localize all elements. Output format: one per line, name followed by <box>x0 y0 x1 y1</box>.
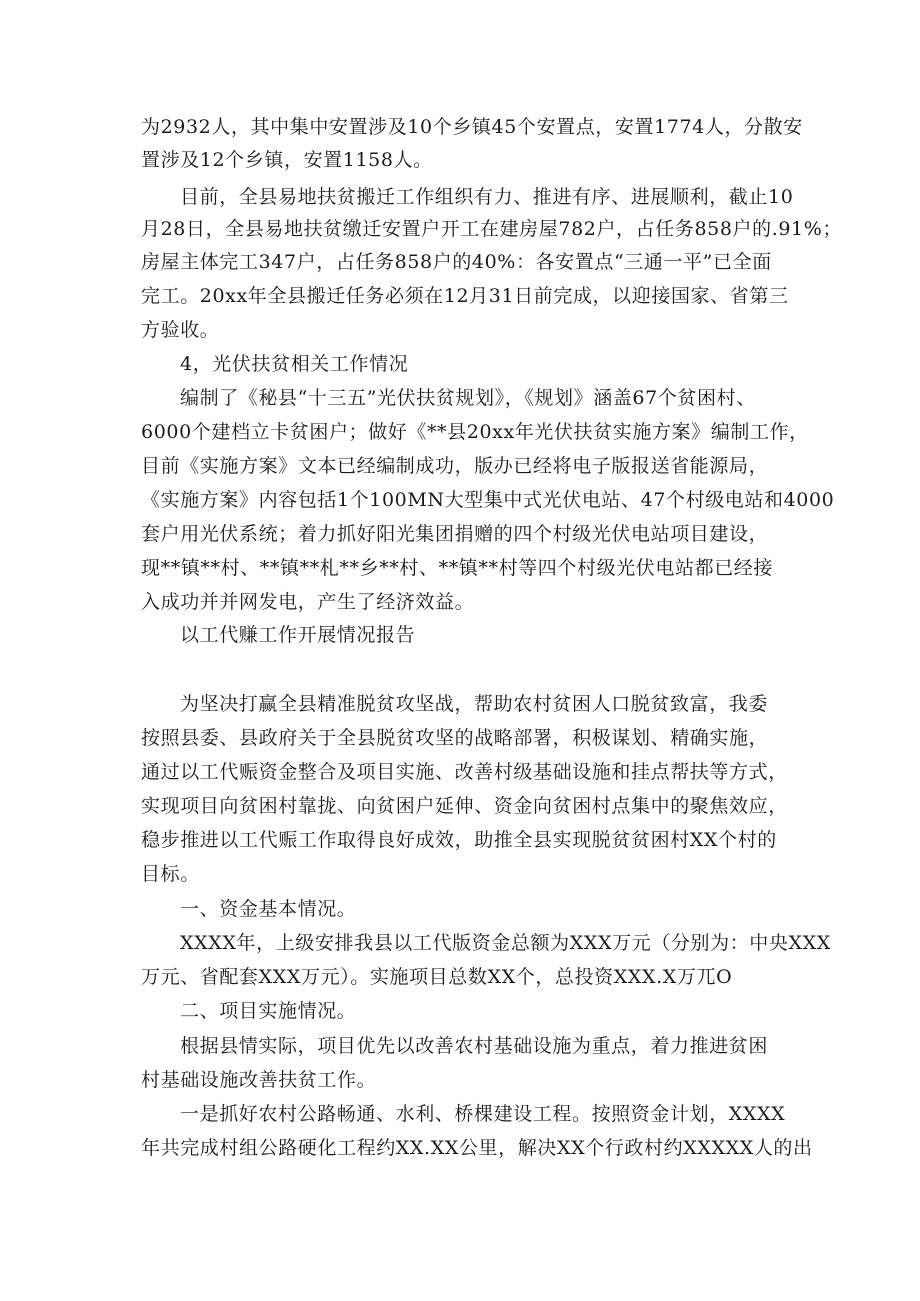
text-line: 方验收。 <box>141 319 220 341</box>
text-line: 完工。20xx年全县搬迁任务必须在12月31日前完成，以迎接国家、省第三 <box>141 285 789 307</box>
text-line: 套户用光伏系统；着力抓好阳光集团捐赠的四个村级光伏电站项目建设， <box>141 523 769 545</box>
text-line: 6000个建档立卡贫困户；做好《**县20xx年光伏扶贫实施方案》编制工作， <box>141 421 809 443</box>
text-line: 为2932人，其中集中安置涉及10个乡镇45个安置点，安置1774人，分散安 <box>141 116 803 138</box>
text-line: 为坚决打赢全县精准脱贫攻坚战，帮助农村贫困人口脱贫致富，我委 <box>180 693 769 715</box>
text-line: 稳步推进以工代赈工作取得良好成效，助推全县实现脱贫贫困村XX个村的 <box>141 829 777 851</box>
text-line: 置涉及12个乡镇，安置1158人。 <box>141 149 433 171</box>
text-line: 《实施方案》内容包括1个100MN大型集中式光伏电站、47个村级电站和4000 <box>141 489 835 511</box>
report-title: 以工代赚工作开展情况报告 <box>180 624 416 646</box>
text-line: 村基础设施改善扶贫工作。 <box>141 1069 377 1091</box>
text-line: 一是抓好农村公路畅通、水利、桥棵建设工程。按照资金计划，XXXX <box>180 1103 786 1125</box>
section-heading: 4，光伏扶贫相关工作情况 <box>180 353 409 375</box>
text-line: 目标。 <box>141 863 200 885</box>
text-line: 实现项目向贫困村靠拢、向贫困户延伸、资金向贫困村点集中的聚焦效应， <box>141 795 788 817</box>
section-heading: 二、项目实施情况。 <box>180 1000 357 1022</box>
text-line: 房屋主体完工347户，占任务858户的40%：各安置点“三通一平”已全面 <box>141 251 772 273</box>
text-line: 目前，全县易地扶贫搬迁工作组织有力、推进有序、进展顺利，截止10 <box>180 186 794 208</box>
text-line: 根据县情实际，项目优先以改善农村基础设施为重点，着力推进贫困 <box>180 1035 769 1057</box>
text-line: 月28日，全县易地扶贫缴迁安置户开工在建房屋782户，占任务858户的.91%； <box>141 218 842 240</box>
text-line: 编制了《秘县“十三五”光伏扶贫规划》，《规划》涵盖67个贫困村、 <box>180 387 756 409</box>
text-line: XXXX年，上级安排我县以工代版资金总额为XXX万元（分别为：中央XXX <box>180 932 831 954</box>
text-line: 按照县委、县政府关于全县脱贫攻坚的战略部署，积极谋划、精确实施， <box>141 727 769 749</box>
text-line: 入成功并并网发电，产生了经济效益。 <box>141 591 475 613</box>
text-line: 通过以工代赈资金整合及项目实施、改善村级基础设施和挂点帮扶等方式， <box>141 761 788 783</box>
text-line: 现**镇**村、**镇**札**乡**村、**镇**村等四个村级光伏电站都已经接 <box>141 557 774 579</box>
text-line: 万元、省配套XXX万元）。实施项目总数XX个，总投资XXX.X万兀O <box>141 966 733 988</box>
section-heading: 一、资金基本情况。 <box>180 898 357 920</box>
text-line: 年共完成村组公路硬化工程约XX.XX公里，解决XX个行政村约XXXXX人的出 <box>141 1137 813 1159</box>
text-line: 目前《实施方案》文本已经编制成功，版办已经将电子版报送省能源局， <box>141 455 769 477</box>
